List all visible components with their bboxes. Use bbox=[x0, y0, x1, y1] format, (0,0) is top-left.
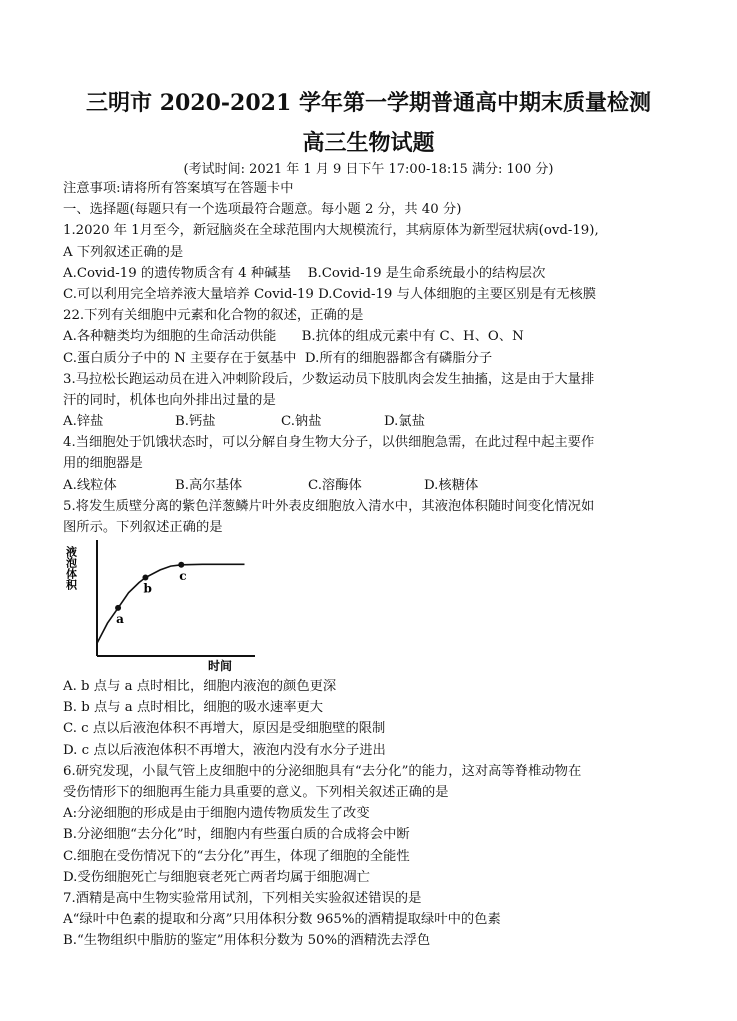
question-text: 3.马拉松长跑运动员在进入冲刺阶段后，少数运动员下肢肌肉会发生抽搐，这是由于大量排 bbox=[63, 371, 595, 387]
option-line: A“绿叶中色素的提取和分离”只用体积分数 965%的酒精提取绿叶中的色素 bbox=[63, 912, 501, 928]
option: B.钙盐 bbox=[175, 414, 216, 430]
option: C.溶酶体 bbox=[308, 477, 362, 493]
option: C.钠盐 bbox=[281, 414, 322, 430]
data-point-c bbox=[178, 562, 184, 568]
exam-info: (考试时间: 2021 年 1 月 9 日下午 17:00-18:15 满分: 100 分) bbox=[183, 162, 554, 177]
option-line: C.细胞在受伤情况下的“去分化”再生，体现了细胞的全能性 bbox=[63, 848, 410, 864]
point-label-a: a bbox=[116, 611, 124, 626]
option-line: C.蛋白质分子中的 N 主要存在于氨基中 D.所有的细胞器都含有磷脂分子 bbox=[63, 350, 493, 366]
data-point-b bbox=[142, 574, 148, 580]
data-point-a bbox=[115, 605, 121, 611]
question-text: 5.将发生质壁分离的紫色洋葱鳞片叶外表皮细胞放入清水中，其液泡体积随时间变化情况如 bbox=[63, 498, 595, 514]
question-text: 4.当细胞处于饥饿状态时，可以分解自身生物大分子，以供细胞急需，在此过程中起主要作 bbox=[63, 435, 595, 451]
section-heading: 一、选择题(每题只有一个选项最符合题意。每小题 2 分，共 40 分) bbox=[63, 202, 462, 218]
option-line: D. c 点以后液泡体积不再增大，液泡内没有水分子进出 bbox=[63, 742, 386, 758]
question-text: A 下列叙述正确的是 bbox=[63, 244, 184, 260]
exam-title: 三明市 2020-2021 学年第一学期普通高中期末质量检测 bbox=[86, 90, 651, 116]
option-line: A.各种糖类均为细胞的生命活动供能 B.抗体的组成元素中有 C、H、O、N bbox=[63, 329, 524, 345]
question-text: 用的细胞器是 bbox=[63, 456, 143, 472]
option-line: A. b 点与 a 点时相比，细胞内液泡的颜色更深 bbox=[63, 679, 337, 694]
option: D.氯盐 bbox=[384, 414, 426, 430]
question-text: 汗的同时，机体也向外排出过量的是 bbox=[63, 392, 276, 408]
question-text: 22.下列有关细胞中元素和化合物的叙述，正确的是 bbox=[63, 308, 364, 324]
option: A.锌盐 bbox=[63, 414, 104, 430]
option: A.线粒体 bbox=[63, 477, 117, 493]
point-label-b: b bbox=[143, 581, 152, 596]
y-axis-label: 液泡体积 bbox=[64, 546, 78, 590]
vacuole-volume-chart bbox=[63, 534, 263, 676]
chart-axes bbox=[97, 540, 255, 656]
option: B.高尔基体 bbox=[175, 477, 243, 493]
question-text: 6.研究发现，小鼠气管上皮细胞中的分泌细胞具有“去分化”的能力，这对高等脊椎动物在 bbox=[63, 763, 582, 779]
question-text: 7.酒精是高中生物实验常用试剂，下列相关实验叙述错误的是 bbox=[63, 890, 422, 906]
option-line: A.Covid-19 的遗传物质含有 4 种碱基 B.Covid-19 是生命系统最小的结构层次 bbox=[63, 265, 546, 281]
option-line: B. b 点与 a 点时相比，细胞的吸水速率更大 bbox=[63, 700, 324, 716]
question-text: 1.2020 年 1月至今，新冠脑炎在全球范围内大规模流行，其病原体为新型冠状病(ovd-19), bbox=[63, 223, 599, 239]
volume-curve bbox=[97, 564, 245, 643]
option-line: C. c 点以后液泡体积不再增大，原因是受细胞壁的限制 bbox=[63, 721, 386, 737]
question-text: 图所示。下列叙述正确的是 bbox=[63, 520, 223, 535]
question-block-2 bbox=[63, 676, 723, 951]
subject-title: 高三生物试题 bbox=[302, 130, 435, 156]
notice-line: 注意事项:请将所有答案填写在答题卡中 bbox=[63, 181, 294, 196]
option-line: A:分泌细胞的形成是由于细胞内遗传物质发生了改变 bbox=[63, 806, 370, 822]
x-axis-label: 时间 bbox=[208, 659, 233, 673]
question-text: 受伤情形下的细胞再生能力具重要的意义。下列相关叙述正确的是 bbox=[63, 784, 449, 800]
q4-options bbox=[63, 475, 723, 496]
question-block-1 bbox=[63, 178, 723, 538]
option: D.核糖体 bbox=[424, 477, 479, 493]
point-label-c: c bbox=[179, 568, 187, 583]
option-line: B.分泌细胞“去分化”时，细胞内有些蛋白质的合成将会中断 bbox=[63, 827, 410, 843]
option-line: D.受伤细胞死亡与细胞衰老死亡两者均属于细胞凋亡 bbox=[63, 869, 370, 885]
option-line: C.可以利用完全培养液大量培养 Covid-19 D.Covid-19 与人体细胞的主要区别是有无核膜 bbox=[63, 286, 597, 302]
q3-options bbox=[63, 411, 723, 432]
option-line: B.“生物组织中脂肪的鉴定”用体积分数为 50%的酒精洗去浮色 bbox=[63, 933, 431, 949]
